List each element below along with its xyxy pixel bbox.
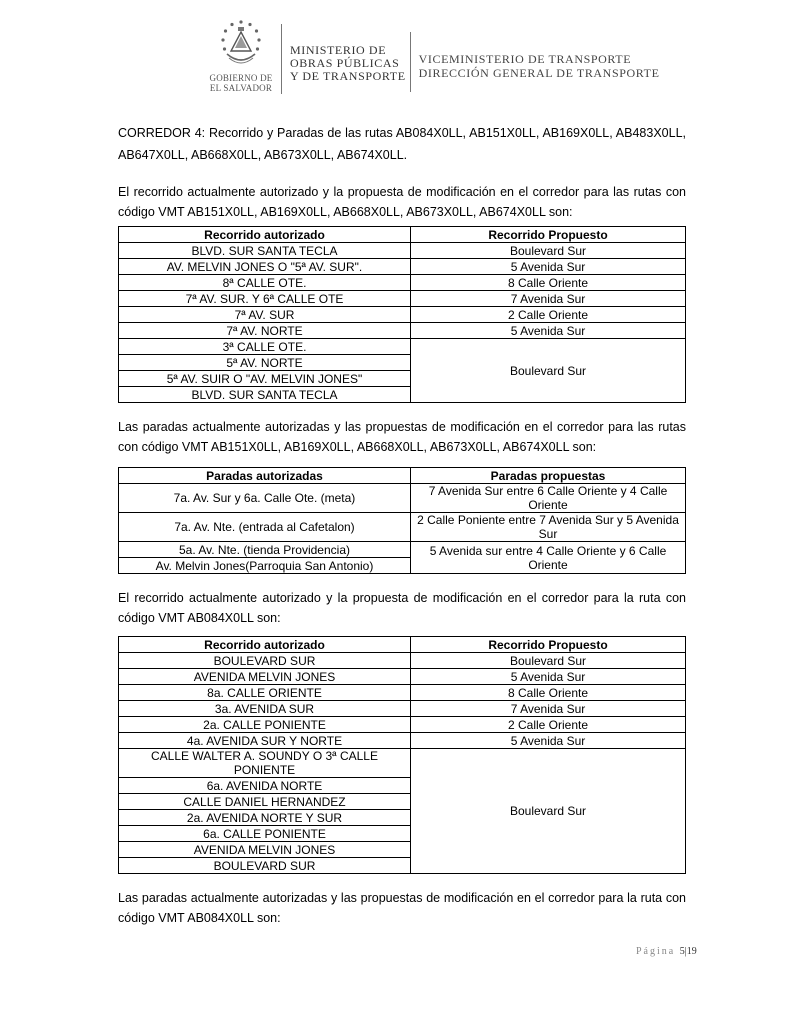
cell: 7ª AV. SUR. Y 6ª CALLE OTE: [119, 291, 411, 307]
government-seal-block: [205, 18, 277, 93]
column-header: Recorrido autorizado: [119, 637, 411, 653]
cell: 5ª AV. NORTE: [119, 355, 411, 371]
cell: 5 Avenida Sur: [411, 733, 686, 749]
table-row: [119, 749, 686, 778]
cell: AV. MELVIN JONES O "5ª AV. SUR".: [119, 259, 411, 275]
table-row: [119, 275, 686, 291]
table-header-row: [119, 637, 686, 653]
cell: BLVD. SUR SANTA TECLA: [119, 243, 411, 259]
table-row: [119, 669, 686, 685]
column-header: Recorrido Propuesto: [411, 637, 686, 653]
cell: 4a. AVENIDA SUR Y NORTE: [119, 733, 411, 749]
cell: Boulevard Sur: [411, 653, 686, 669]
table-row: [119, 542, 686, 558]
table-row: [119, 484, 686, 513]
cell: 3a. AVENIDA SUR: [119, 701, 411, 717]
government-line-2: EL SALVADOR: [209, 83, 273, 93]
cell: 5ª AV. SUIR O "AV. MELVIN JONES": [119, 371, 411, 387]
table-row: [119, 339, 686, 355]
cell: Av. Melvin Jones(Parroquia San Antonio): [119, 558, 411, 574]
paragraph-2: Las paradas actualmente autorizadas y las propuestas de modificación en el corredor para las rutas con código VMT AB151X0LL, AB169X0LL, AB668X0LL, AB673X0LL, AB674X0LL son:: [118, 420, 686, 454]
column-header: Recorrido Propuesto: [411, 227, 686, 243]
cell: 7ª AV. SUR: [119, 307, 411, 323]
ministry-line-1: MINISTERIO DE: [290, 43, 387, 57]
cell: 3ª CALLE OTE.: [119, 339, 411, 355]
ministry-line-2: OBRAS PÚBLICAS: [290, 56, 400, 70]
cell: 7a. Av. Nte. (entrada al Cafetalon): [119, 513, 411, 542]
section-title: CORREDOR 4: Recorrido y Paradas de las rutas AB084X0LL, AB151X0LL, AB169X0LL, AB483X0LL, AB647X0LL, AB668X0LL, AB673X0LL, AB674X0LL.: [118, 126, 686, 162]
page-total: 19: [686, 946, 697, 957]
cell: 5 Avenida Sur: [411, 669, 686, 685]
cell: 2a. CALLE PONIENTE: [119, 717, 411, 733]
viceministry-line-1: VICEMINISTERIO DE TRANSPORTE: [418, 52, 632, 66]
table-row: [119, 701, 686, 717]
cell: CALLE WALTER A. SOUNDY O 3ª CALLE PONIENTE: [119, 749, 411, 778]
cell: 8 Calle Oriente: [411, 685, 686, 701]
cell: BOULEVARD SUR: [119, 858, 411, 874]
table-row: [119, 733, 686, 749]
cell: AVENIDA MELVIN JONES: [119, 842, 411, 858]
table-stops-1: [118, 467, 686, 574]
paragraph-4: Las paradas actualmente autorizadas y las propuestas de modificación en el corredor para la ruta con código VMT AB084X0LL son:: [118, 891, 686, 925]
table-routes-1: [118, 226, 686, 403]
page-footer: Página 5|19: [636, 946, 697, 957]
cell: 6a. CALLE PONIENTE: [119, 826, 411, 842]
coat-of-arms-icon: [215, 18, 267, 70]
cell: 5a. Av. Nte. (tienda Providencia): [119, 542, 411, 558]
merged-cell: Boulevard Sur: [411, 339, 686, 403]
column-header: Paradas autorizadas: [119, 468, 411, 484]
page-number: 5: [679, 946, 685, 957]
letterhead: [205, 18, 660, 98]
header-divider: [281, 24, 282, 94]
ministry-line-3: Y DE TRANSPORTE: [290, 69, 406, 83]
cell: 7a. Av. Sur y 6a. Calle Ote. (meta): [119, 484, 411, 513]
cell: 7 Avenida Sur: [411, 701, 686, 717]
cell: 5 Avenida Sur: [411, 259, 686, 275]
page-label: Página: [636, 946, 676, 957]
paragraph-1: El recorrido actualmente autorizado y la propuesta de modificación en el corredor para las rutas con código VMT AB151X0LL, AB169X0LL, AB668X0LL, AB673X0LL, AB674X0LL son:: [118, 185, 686, 219]
cell: 7 Avenida Sur entre 6 Calle Oriente y 4 Calle Oriente: [411, 484, 686, 513]
table-row: [119, 291, 686, 307]
cell: BOULEVARD SUR: [119, 653, 411, 669]
merged-cell: Boulevard Sur: [411, 749, 686, 874]
merged-cell: 5 Avenida sur entre 4 Calle Oriente y 6 Calle Oriente: [411, 542, 686, 574]
viceministry-name: [419, 52, 660, 80]
table-row: [119, 653, 686, 669]
table-row: [119, 259, 686, 275]
cell: 8 Calle Oriente: [411, 275, 686, 291]
cell: 5 Avenida Sur: [411, 323, 686, 339]
table-header-row: [119, 227, 686, 243]
cell: 7ª AV. NORTE: [119, 323, 411, 339]
table-row: [119, 513, 686, 542]
cell: 2 Calle Poniente entre 7 Avenida Sur y 5 Avenida Sur: [411, 513, 686, 542]
cell: AVENIDA MELVIN JONES: [119, 669, 411, 685]
cell: 8a. CALLE ORIENTE: [119, 685, 411, 701]
table-row: [119, 717, 686, 733]
table-row: [119, 685, 686, 701]
cell: 2 Calle Oriente: [411, 717, 686, 733]
cell: 2a. AVENIDA NORTE Y SUR: [119, 810, 411, 826]
column-header: Paradas propuestas: [411, 468, 686, 484]
header-divider-2: [410, 32, 411, 92]
cell: Boulevard Sur: [411, 243, 686, 259]
government-name: [210, 73, 273, 93]
cell: 2 Calle Oriente: [411, 307, 686, 323]
column-header: Recorrido autorizado: [119, 227, 411, 243]
ministry-name: [290, 44, 406, 83]
viceministry-line-2: DIRECCIÓN GENERAL DE TRANSPORTE: [418, 66, 660, 80]
paragraph-3: El recorrido actualmente autorizado y la propuesta de modificación en el corredor para la ruta con código VMT AB084X0LL son:: [118, 591, 686, 625]
table-routes-2: [118, 636, 686, 874]
cell: 7 Avenida Sur: [411, 291, 686, 307]
document-body: [118, 122, 686, 928]
cell: 6a. AVENIDA NORTE: [119, 778, 411, 794]
cell: BLVD. SUR SANTA TECLA: [119, 387, 411, 403]
table-row: [119, 307, 686, 323]
cell: CALLE DANIEL HERNANDEZ: [119, 794, 411, 810]
table-header-row: [119, 468, 686, 484]
government-line-1: GOBIERNO DE: [209, 73, 273, 83]
table-row: [119, 243, 686, 259]
table-row: [119, 323, 686, 339]
cell: 8ª CALLE OTE.: [119, 275, 411, 291]
